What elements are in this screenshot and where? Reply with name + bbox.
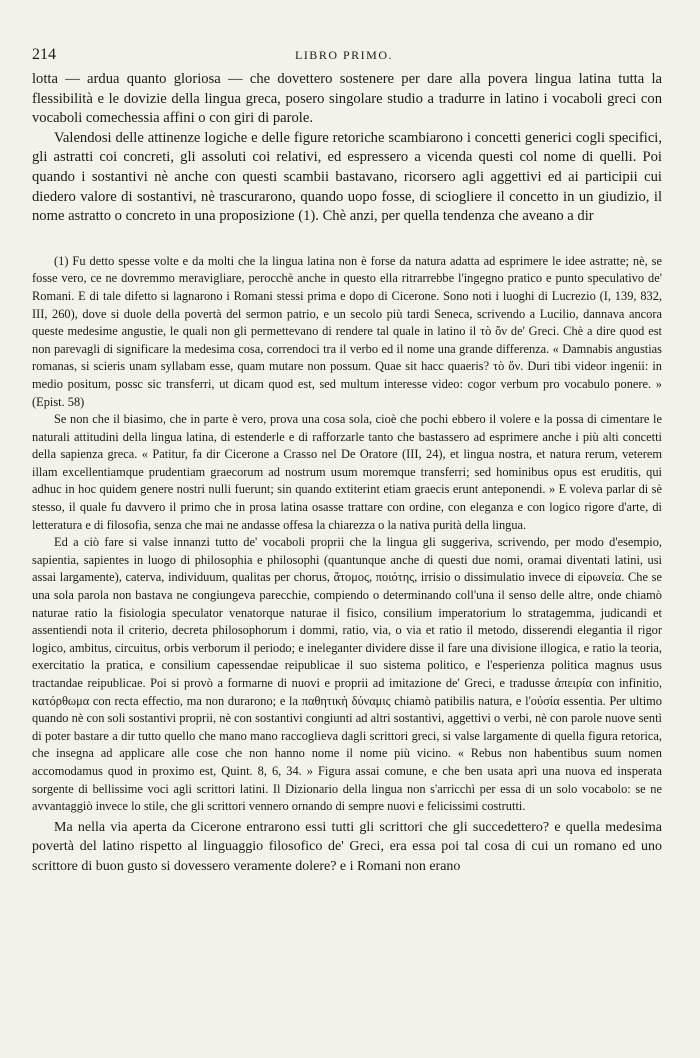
continuation-paragraph: Ma nella via aperta da Cicerone entrarono essi tutti gli scrittori che gli succedettero? e quella medesima povertà del latino rispetto al linguaggio filosofico de' Greci, era essa poi tal cosa di cui un romano ed uno scrittore di buon gusto si dovessero veramente dolere? e i Romani non erano [32,819,662,874]
main-paragraph-2: Valendosi delle attinenze logiche e delle figure retoriche scambiarono i concetti generici cogli specifici, gli astratti coi concreti, gli assoluti coi relativi, ed espressero a vicenda questi col nome di quelli. Poi quando i sostantivi nè anche con questi scambii bastavano, ricorsero agli aggettivi ed ai participii cui diedero valore di sostantivi, nè trascurarono, quando uopo fosse, di sciogliere il concetto in un giudizio, il nome astratto o concreto in una proposizione (1). Chè anzi, per quella tendenza che aveano a dir [32,129,662,225]
footnote-paragraph-1: (1) Fu detto spesse volte e da molti che la lingua latina non è forse da natura adatta ad esprimere le idee astratte; nè, se fosse vero, ce ne dovremmo meravigliare, perocchè anche in questo ella ritrarrebbe l'ingegno pratico e punto speculativo de' Romani. E di tale difetto si lagnarono i Romani stessi prima e dopo di Cicerone. Sono noti i luoghi di Lucrezio (I, 139, 832, III, 260), dove si duole della povertà del sermon patrio, e un secolo più tardi Seneca, scrivendo a Lucilio, dannava ancora queste medesime angustie, le quali non gli permettevano di rendere tal quale in latino il τὸ ὄν de' Greci. Chè a dire quod est non parevagli di significare la medesima cosa, correndoci tra il verbo ed il nome una grande differenza. « Damnabis angustias romanas, si scieris unam syllabam esse, quam mutare non possum. Quae sit hacc quaeris? τὸ ὄν. Duri tibi videor ingenii: in medio positum, possc sic transferri, ut dicam quod est, sed multum interesse video: cogor verbum pro vocabulo ponere. » (Epist. 58) [32,253,662,409]
footnote-block [32,253,662,816]
page-number: 214 [32,46,56,63]
footnote-paragraph-3: Ed a ciò fare si valse innanzi tutto de' vocaboli proprii che la lingua gli suggeriva, scrivendo, per modo d'esempio, sapientia, sapientes in luogo di philosophia e philosophi (quantunque anche di questi due nomi, oramai diventati latini, usi assai largamente), caterva, individuum, qualitas per chorus, ἄτομος, ποιότης, irrisio o dissimulatio invece di εἰρωνεία. Che se una sola parola non bastava ne congiungeva parecchie, compiendo o determinando coll'una il senso delle altre, onde chiamò naturae ratio la fisiologia speculator venatorque naturae il fisico, consilium imperatorium lo stratagemma, judicandi et assentiendi nota il criterio, decreta philosophorum i dommi, ratio, via, o via et ratio il metodo, disserendi elegantia il rigor logico, ambitus, circuitus, orbis verborum il periodo; e ineleganter dividere disse il fare una divisione illogica, e ratio la teoria, exercitatio la pratica, e consilium capessendae reipublicae il suo sistema politico, e l'esperienza politica magnus usus tractandae reipublicae. Poi si provò a formarne di nuovi e proprii ad imitazione de' Greci, e tradusse ἀπειρία con infinitio, κατόρθωμα con recta effectio, ma non durarono; e la παθητικὴ δύναμις chiamò patibilis natura, e l'οὐσία essentia. Per ultimo quando nè con soli sostantivi proprii, nè con sostantivi congiunti ad altri sostantivi, aggettivi o verbi, nè con parole nuove sentì di poter bastare a dir tutto quello che mano mano raccoglieva dagli scrittori greci, si valse largamente di quella figura retorica, che insegna ad applicare alle cose che non hanno nome il nome più vicino. « Rebus non habentibus suum nomen accomodamus quod in proximo est, Quint. 8, 6, 34. » Figura assai comune, e che ben usata aprì una nuova ed insperata sorgente di bellissime voci agli scrittori latini. Il Dizionario della lingua non s'arricchì per essa di un solo vocabolo: se ne avvantaggiò invece lo stile, che gli scrittori vennero ornando di sempre nuovi e felicissimi costrutti. [32,535,662,814]
main-text [32,70,662,227]
main-paragraph-1: lotta — ardua quanto gloriosa — che dovettero sostenere per dare alla povera lingua latina tutta la flessibilità e le dovizie della lingua greca, posero singolare studio a tradurre in latino i vocaboli greci con vocaboli comechessia affini o con giri di parole. [32,71,662,127]
running-title: LIBRO PRIMO. [294,48,393,62]
page-header [32,46,662,66]
footnote-paragraph-2: Se non che il biasimo, che in parte è vero, prova una cosa sola, cioè che pochi ebbero il volere e la possa di cimentare le naturali attitudini della lingua latina, di estenderle e di rafforzarle tanto che bastassero ad esprimere anche i più alti concetti della sapienza greca. « Patitur, fa dir Cicerone a Crasso nel De Oratore (III, 24), et lingua nostra, et natura rerum, veterem illam excellentiamque prudentiam graecorum ad nostrum usum moremque transferri; sed hominibus opus est eruditis, qui adhuc in hoc quidem genere nostri nulli fuerunt; sin quando extiterint etiam graecis erunt anteponendi. » E voleva parlar di sè stesso, il quale fu davvero il primo che in prosa latina osasse trattare con ordine, con eleganza e con logico rigore d'arte, di letteratura e di filosofia, senza che mai ne andasse offesa la chiarezza o la nativa purità della lingua. [32,412,662,532]
continuation-text [32,818,662,876]
